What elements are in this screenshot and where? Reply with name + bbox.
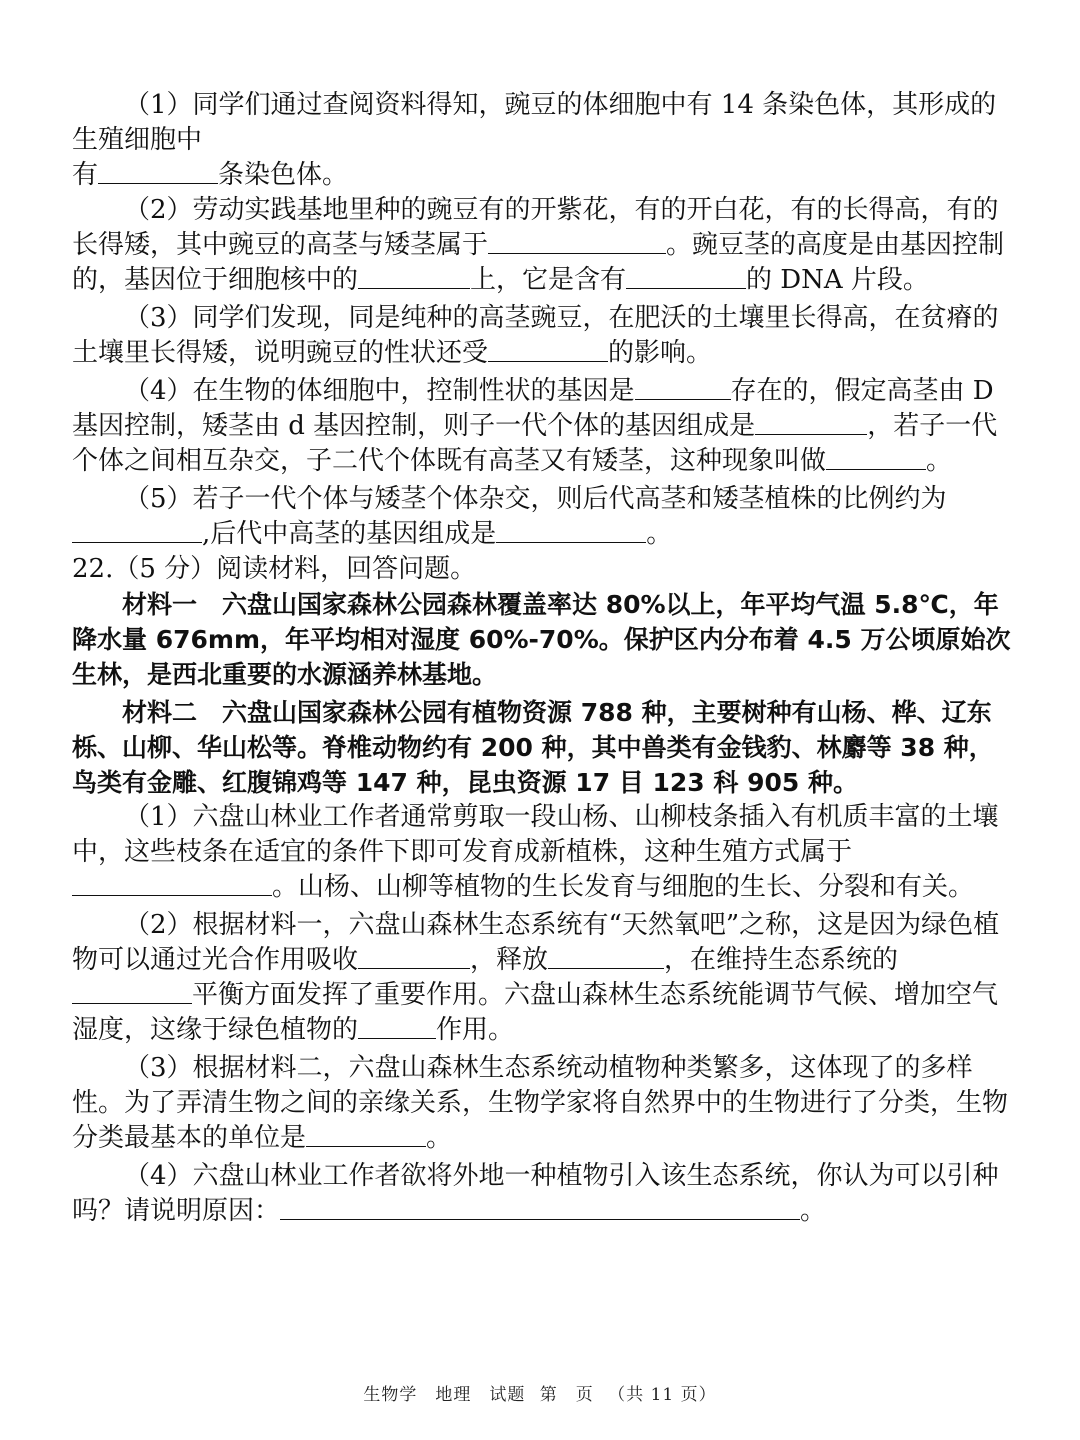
q22-part2-text: 平衡方面发挥了重要作用。六盘山森林生态系统能调节气候、增加空气湿度，这缘于绿色植物的: [72, 980, 999, 1045]
q21-part4-text: 。: [926, 446, 953, 476]
q22-part3: [72, 1051, 1012, 1156]
q22-part2-text: ，释放: [470, 945, 549, 975]
material-one: 材料一 六盘山国家森林公园森林覆盖率达 80%以上，年平均气温 5.8℃，年降水量 676mm，年平均相对湿度 60%-70%。保护区内分布着 4.5 万公顷原始次生林，是西北重要的水源涵养林基地。: [72, 590, 1011, 689]
q21-part2-text: 上，它是含有: [470, 265, 627, 295]
q21-part5-text: ,后代中高茎的基因组成是: [202, 519, 497, 549]
answer-blank[interactable]: [496, 518, 646, 544]
q21-part2-text: （2）劳动实践基地里种的豌豆有的开紫花，有的开白花，有的长得高，有的长得矮，其中豌豆的高茎与矮茎属于: [72, 195, 999, 260]
answer-blank[interactable]: [488, 229, 666, 255]
q22-part2-text: 作用。: [436, 1015, 515, 1045]
answer-blank[interactable]: [72, 979, 192, 1005]
q21-part3: [72, 301, 1012, 371]
footer-total: （共 11 页）: [608, 1385, 717, 1405]
q22-header: 22.（5 分）阅读材料，回答问题。: [72, 554, 477, 584]
answer-blank[interactable]: [72, 871, 272, 897]
answer-blank[interactable]: [306, 1122, 426, 1148]
q21-part5: [72, 482, 1012, 552]
q22-part3-text: 。: [426, 1123, 453, 1153]
q22-part1-text: 。山杨、山柳等植物的生长发育与细胞的生长、分裂和有关。: [272, 872, 975, 902]
q22-part2: [72, 908, 1012, 1048]
q21-part1-text: 条染色体。: [218, 160, 349, 190]
footer-subject: 生物学 地理 试题: [363, 1385, 526, 1405]
q22-part4-text: （4）六盘山林业工作者欲将外地一种植物引入该生态系统，你认为可以引种吗？请说明原因：: [72, 1161, 999, 1226]
material-two: 材料二 六盘山国家森林公园有植物资源 788 种，主要树种有山杨、桦、辽东栎、山柳、华山松等。脊椎动物约有 200 种，其中兽类有金钱豹、林麝等 38 种，鸟类有金雕、红腹锦鸡等 147 种，昆虫资源 17 目 123 科 905 种。: [72, 698, 994, 797]
answer-blank[interactable]: [280, 1195, 800, 1221]
answer-blank[interactable]: [358, 944, 470, 970]
q21-part4-text: （4）在生物的体细胞中，控制性状的基因是: [124, 376, 635, 406]
q21-part1-text: 有: [72, 160, 99, 190]
q22-part2-text: （2）根据材料一，六盘山森林生态系统有“天然氧吧”之称，这是因为绿色植物可以通过光合作用吸收: [72, 910, 1000, 975]
answer-blank[interactable]: [635, 375, 731, 401]
q22-part1-text: （1）六盘山林业工作者通常剪取一段山杨、山柳枝条插入有机质丰富的土壤中，这些枝条在适宜的条件下即可发育成新植株，这种生殖方式属于: [72, 802, 999, 867]
answer-blank[interactable]: [755, 410, 867, 436]
q21-part2: [72, 193, 1012, 298]
answer-blank[interactable]: [358, 264, 470, 290]
q21-part5-text: （5）若子一代个体与矮茎个体杂交，则后代高茎和矮茎植株的比例约为: [124, 484, 947, 514]
q22-part2-text: ，在维持生态系统的: [664, 945, 899, 975]
q21-part1: [72, 88, 1012, 193]
answer-blank[interactable]: [626, 264, 746, 290]
answer-blank[interactable]: [548, 944, 664, 970]
answer-blank[interactable]: [72, 518, 202, 544]
answer-blank[interactable]: [488, 337, 608, 363]
answer-blank[interactable]: [358, 1014, 436, 1040]
q22-part1: [72, 800, 1012, 905]
q21-part2-text: 的 DNA 片段。: [746, 265, 929, 295]
q21-part5-text: 。: [646, 519, 673, 549]
q22-part4: [72, 1159, 1012, 1229]
q21-part3-text: （3）同学们发现，同是纯种的高茎豌豆，在肥沃的土壤里长得高，在贫瘠的土壤里长得矮，说明豌豆的性状还受: [72, 303, 999, 368]
q21-part4: [72, 374, 1012, 479]
q21-part3-text: 的影响。: [608, 338, 713, 368]
page-footer: [0, 1380, 1080, 1405]
q21-part4-text: ，若子一代个体之间相互杂交，子二代个体既有高茎又有矮茎，这种现象叫做: [72, 411, 998, 476]
q21-part1-text: （1）同学们通过查阅资料得知，豌豆的体细胞中有 14 条染色体，其形成的生殖细胞中: [72, 90, 997, 155]
q22-part4-text: 。: [800, 1196, 827, 1226]
answer-blank[interactable]: [826, 445, 926, 471]
q22-part3-text: （3）根据材料二，六盘山森林生态系统动植物种类繁多，这体现了的多样性。为了弄清生物之间的亲缘关系，生物学家将自然界中的生物进行了分类，生物分类最基本的单位是: [72, 1053, 1009, 1153]
footer-page: 第 页: [539, 1385, 594, 1405]
answer-blank[interactable]: [98, 159, 218, 185]
q21-part4-text: 存在的，假定高茎由 D 基因控制，矮茎由 d 基因控制，则子一代个体的基因组成是: [72, 376, 994, 441]
question-body: [72, 88, 1012, 1229]
q21-part2-text: 。豌豆茎的高度是由基因控制的，基因位于细胞核中的: [72, 230, 1005, 295]
